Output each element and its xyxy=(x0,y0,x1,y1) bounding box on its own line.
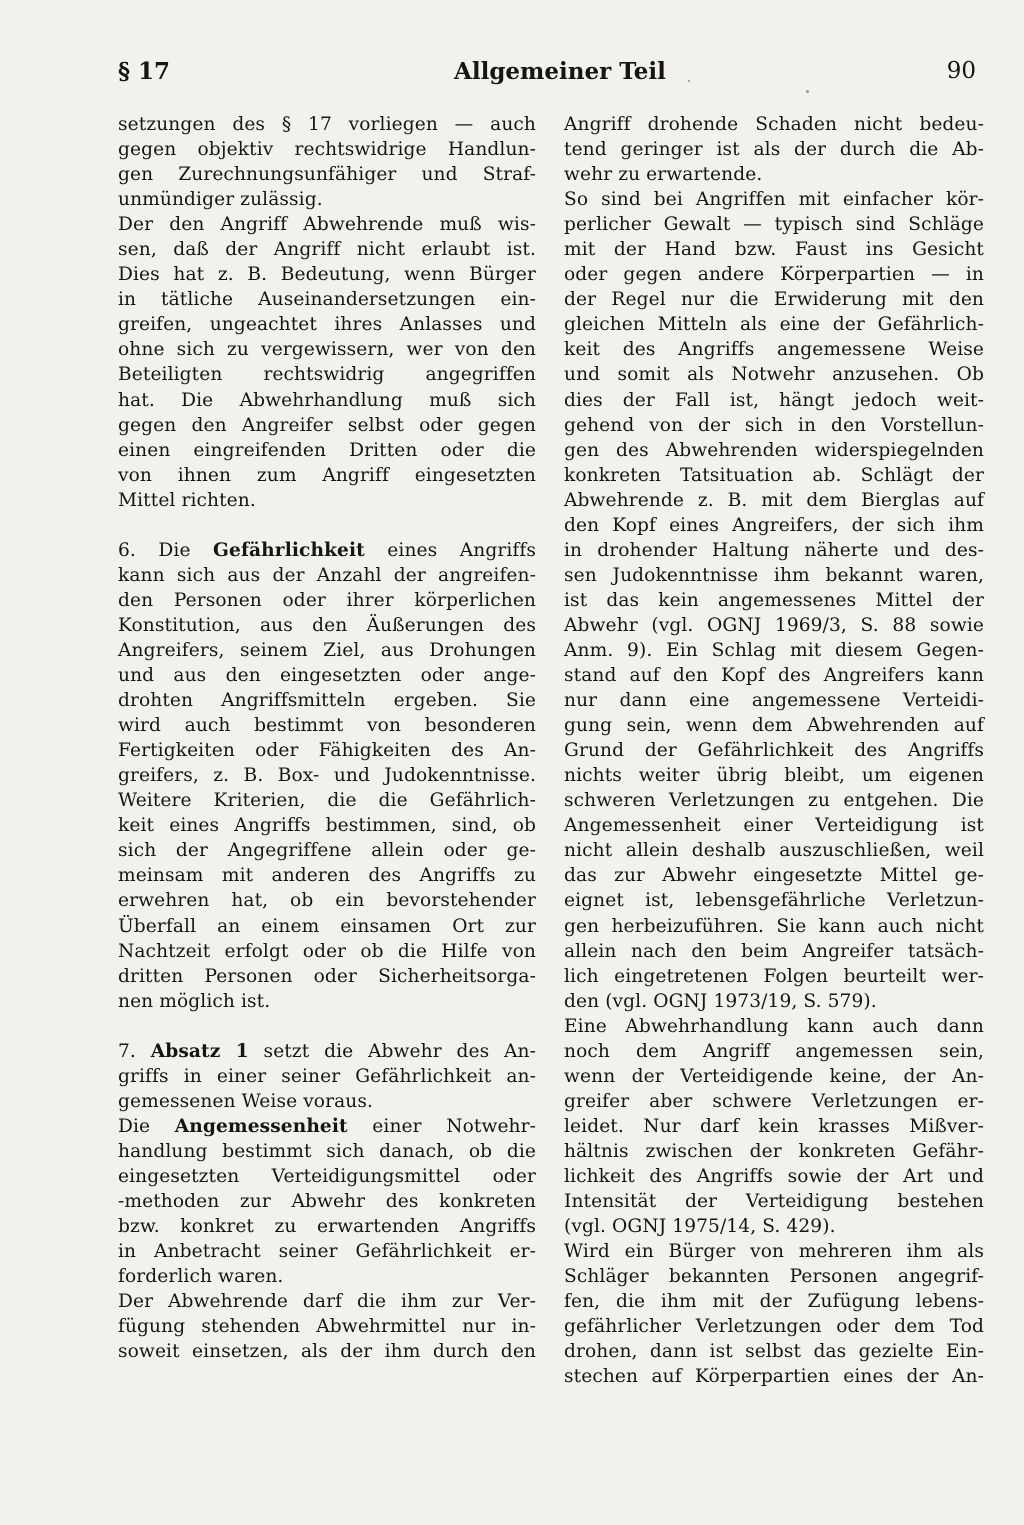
bold-term: Gefährlichkeit xyxy=(213,539,365,561)
text-line: Beteiligten rechtswidrig angegriffen xyxy=(118,364,536,386)
text-line: lichkeit des Angriffs sowie der Art und xyxy=(564,1165,984,1187)
text-fragment: 7. xyxy=(118,1040,151,1062)
text-line: eignet ist, lebensgefährliche Verletzun- xyxy=(564,890,984,912)
text-fragment: einer Notwehr- xyxy=(347,1115,537,1137)
text-line: fügung stehenden Abwehrmittel nur in- xyxy=(118,1316,536,1338)
text-line: drohten Angriffsmitteln ergeben. Sie xyxy=(118,690,536,712)
text-line: keit eines Angriffs bestimmen, sind, ob xyxy=(118,815,536,837)
text-line: gung sein, wenn dem Abwehrenden auf xyxy=(564,715,984,737)
text-line: hältnis zwischen der konkreten Gefähr- xyxy=(564,1140,984,1162)
section-number: § 17 xyxy=(118,58,171,85)
text-line: greifer aber schwere Verletzungen er- xyxy=(564,1090,984,1112)
text-line: gen herbeizuführen. Sie kann auch nicht xyxy=(564,915,984,937)
text-line: schweren Verletzungen zu entgehen. Die xyxy=(564,790,984,812)
text-line: Konstitution, aus den Äußerungen des xyxy=(118,614,536,636)
text-line: erwehren hat, ob ein bevorstehender xyxy=(118,890,536,912)
text-line: sen Judokenntnisse ihm bekannt waren, xyxy=(564,564,984,586)
text-line: sen, daß der Angriff nicht erlaubt ist. xyxy=(118,239,536,261)
text-line: den Personen oder ihrer körperlichen xyxy=(118,589,536,611)
text-line: Angemessenheit einer Verteidigung ist xyxy=(564,815,984,837)
text-line: forderlich waren. xyxy=(118,1266,284,1288)
text-line: gefährlicher Verletzungen oder dem Tod xyxy=(564,1316,984,1338)
text-line: stand auf den Kopf des Angreifers kann xyxy=(564,665,984,687)
text-line xyxy=(118,1114,536,1139)
text-line: allein nach den beim Angreifer tatsäch- xyxy=(564,940,984,962)
text-line: kann sich aus der Anzahl der angreifen- xyxy=(118,564,536,586)
text-line: wenn der Verteidigende keine, der An- xyxy=(564,1065,984,1087)
text-fragment: setzt die Abwehr des An- xyxy=(248,1040,536,1062)
text-line: den Kopf eines Angreifers, der sich ihm xyxy=(564,514,984,536)
text-line: oder gegen andere Körperpartien — in xyxy=(564,264,984,286)
text-line: ohne sich zu vergewissern, wer von den xyxy=(118,339,536,361)
text-line: und aus den eingesetzten oder ange- xyxy=(118,665,536,687)
text-line: den (vgl. OGNJ 1973/19, S. 579). xyxy=(564,990,877,1012)
running-title: Allgemeiner Teil xyxy=(454,58,666,85)
text-line: gegen den Angreifer selbst oder gegen xyxy=(118,414,536,436)
text-line: Schläger bekannten Personen angegrif- xyxy=(564,1266,984,1288)
paragraph-gap xyxy=(118,513,536,538)
text-line: perlicher Gewalt — typisch sind Schläge xyxy=(564,214,984,236)
text-line: Der den Angriff Abwehrende muß wis- xyxy=(118,214,536,236)
text-line: sich der Angegriffene allein oder ge- xyxy=(118,840,536,862)
page-number: 90 xyxy=(946,58,976,84)
text-line: Mittel richten. xyxy=(118,489,256,511)
text-line: ist das kein angemessenes Mittel der xyxy=(564,589,984,611)
text-line: unmündiger zulässig. xyxy=(118,189,323,211)
right-column xyxy=(564,112,984,1389)
text-line: wehr zu erwartende. xyxy=(564,164,763,186)
paragraph-gap xyxy=(118,1014,536,1039)
text-line: Nachtzeit erfolgt oder ob die Hilfe von xyxy=(118,940,536,962)
text-line: Fertigkeiten oder Fähigkeiten des An- xyxy=(118,740,536,762)
text-line: in Anbetracht seiner Gefährlichkeit er- xyxy=(118,1241,536,1263)
text-line: nichts weiter übrig bleibt, um eigenen xyxy=(564,765,984,787)
text-line: dritten Personen oder Sicherheitsorga- xyxy=(118,965,536,987)
scan-speck xyxy=(688,80,690,82)
text-fragment: eines Angriffs xyxy=(364,539,536,561)
text-line: Dies hat z. B. Bedeutung, wenn Bürger xyxy=(118,264,536,286)
text-line: nicht allein deshalb auszuschließen, weil xyxy=(564,840,984,862)
page-header xyxy=(118,58,980,98)
text-line: Eine Abwehrhandlung kann auch dann xyxy=(564,1015,984,1037)
text-line: meinsam mit anderen des Angriffs zu xyxy=(118,865,536,887)
text-line: griffs in einer seiner Gefährlichkeit an- xyxy=(118,1065,536,1087)
text-line: bzw. konkret zu erwartenden Angriffs xyxy=(118,1216,536,1238)
text-line: noch dem Angriff angemessen sein, xyxy=(564,1040,984,1062)
text-line: Grund der Gefährlichkeit des Angriffs xyxy=(564,740,984,762)
text-line: gen des Abwehrenden widerspiegelnden xyxy=(564,439,984,461)
text-line: lich eingetretenen Folgen beurteilt wer- xyxy=(564,965,984,987)
text-line: Weitere Kriterien, die die Gefährlich- xyxy=(118,790,536,812)
text-line: Anm. 9). Ein Schlag mit diesem Gegen- xyxy=(564,639,984,661)
text-line: einen eingreifenden Dritten oder die xyxy=(118,439,536,461)
text-line xyxy=(118,1039,536,1064)
text-line: in tätliche Auseinandersetzungen ein- xyxy=(118,289,536,311)
text-line: gehend von der sich in den Vorstellun- xyxy=(564,414,984,436)
text-line: mit der Hand bzw. Faust ins Gesicht xyxy=(564,239,984,261)
text-line: -methoden zur Abwehr des konkreten xyxy=(118,1191,536,1213)
text-line: Abwehr (vgl. OGNJ 1969/3, S. 88 sowie xyxy=(564,614,984,636)
text-fragment: 6. Die xyxy=(118,539,214,561)
text-line: tend geringer ist als der durch die Ab- xyxy=(564,139,984,161)
text-line: Angriff drohende Schaden nicht bedeu- xyxy=(564,114,984,135)
text-line: Der Abwehrende darf die ihm zur Ver- xyxy=(118,1291,536,1313)
text-line: setzungen des § 17 vorliegen — auch xyxy=(118,114,536,135)
text-line: Überfall an einem einsamen Ort zur xyxy=(118,915,536,937)
scan-speck xyxy=(806,90,809,93)
text-line: gleichen Mitteln als eine der Gefährlich- xyxy=(564,314,984,336)
text-line: der Regel nur die Erwiderung mit den xyxy=(564,289,984,311)
text-line: wird auch bestimmt von besonderen xyxy=(118,715,536,737)
text-line: hat. Die Abwehrhandlung muß sich xyxy=(118,389,536,411)
text-line: gegen objektiv rechtswidrige Handlun- xyxy=(118,139,536,161)
text-line: Wird ein Bürger von mehreren ihm als xyxy=(564,1241,984,1263)
text-line: greifers, z. B. Box- und Judokenntnisse. xyxy=(118,765,536,787)
text-line: drohen, dann ist selbst das gezielte Ein- xyxy=(564,1341,984,1363)
text-line: keit des Angriffs angemessene Weise xyxy=(564,339,984,361)
left-column xyxy=(118,112,536,1364)
text-line: handlung bestimmt sich danach, ob die xyxy=(118,1140,536,1162)
text-line: stechen auf Körperpartien eines der An- xyxy=(564,1366,984,1388)
text-line: dies der Fall ist, hängt jedoch weit- xyxy=(564,389,984,411)
text-line: gen Zurechnungsunfähiger und Straf- xyxy=(118,164,536,186)
text-line: leidet. Nur darf kein krasses Mißver- xyxy=(564,1115,984,1137)
bold-term: Absatz 1 xyxy=(150,1040,249,1062)
text-line: und somit als Notwehr anzusehen. Ob xyxy=(564,364,984,386)
text-line: (vgl. OGNJ 1975/14, S. 429). xyxy=(564,1216,836,1238)
text-line: nen möglich ist. xyxy=(118,990,271,1012)
text-line: fen, die ihm mit der Zufügung lebens- xyxy=(564,1291,984,1313)
text-line: greifen, ungeachtet ihres Anlasses und xyxy=(118,314,536,336)
text-line: von ihnen zum Angriff eingesetzten xyxy=(118,464,536,486)
text-line: Angreifers, seinem Ziel, aus Drohungen xyxy=(118,639,536,661)
text-line: eingesetzten Verteidigungsmittel oder xyxy=(118,1165,536,1187)
text-line: in drohender Haltung näherte und des- xyxy=(564,539,984,561)
text-line xyxy=(118,538,536,563)
text-line: gemessenen Weise voraus. xyxy=(118,1090,373,1112)
text-line: konkreten Tatsituation ab. Schlägt der xyxy=(564,464,984,486)
text-fragment: Die xyxy=(118,1115,175,1137)
bold-term: Angemessenheit xyxy=(174,1115,348,1137)
text-line: nur dann eine angemessene Verteidi- xyxy=(564,690,984,712)
text-line: soweit einsetzen, als der ihm durch den xyxy=(118,1341,536,1363)
text-line: das zur Abwehr eingesetzte Mittel ge- xyxy=(564,865,984,887)
text-line: So sind bei Angriffen mit einfacher kör- xyxy=(564,189,984,211)
text-line: Abwehrende z. B. mit dem Bierglas auf xyxy=(564,489,984,511)
text-line: Intensität der Verteidigung bestehen xyxy=(564,1191,984,1213)
